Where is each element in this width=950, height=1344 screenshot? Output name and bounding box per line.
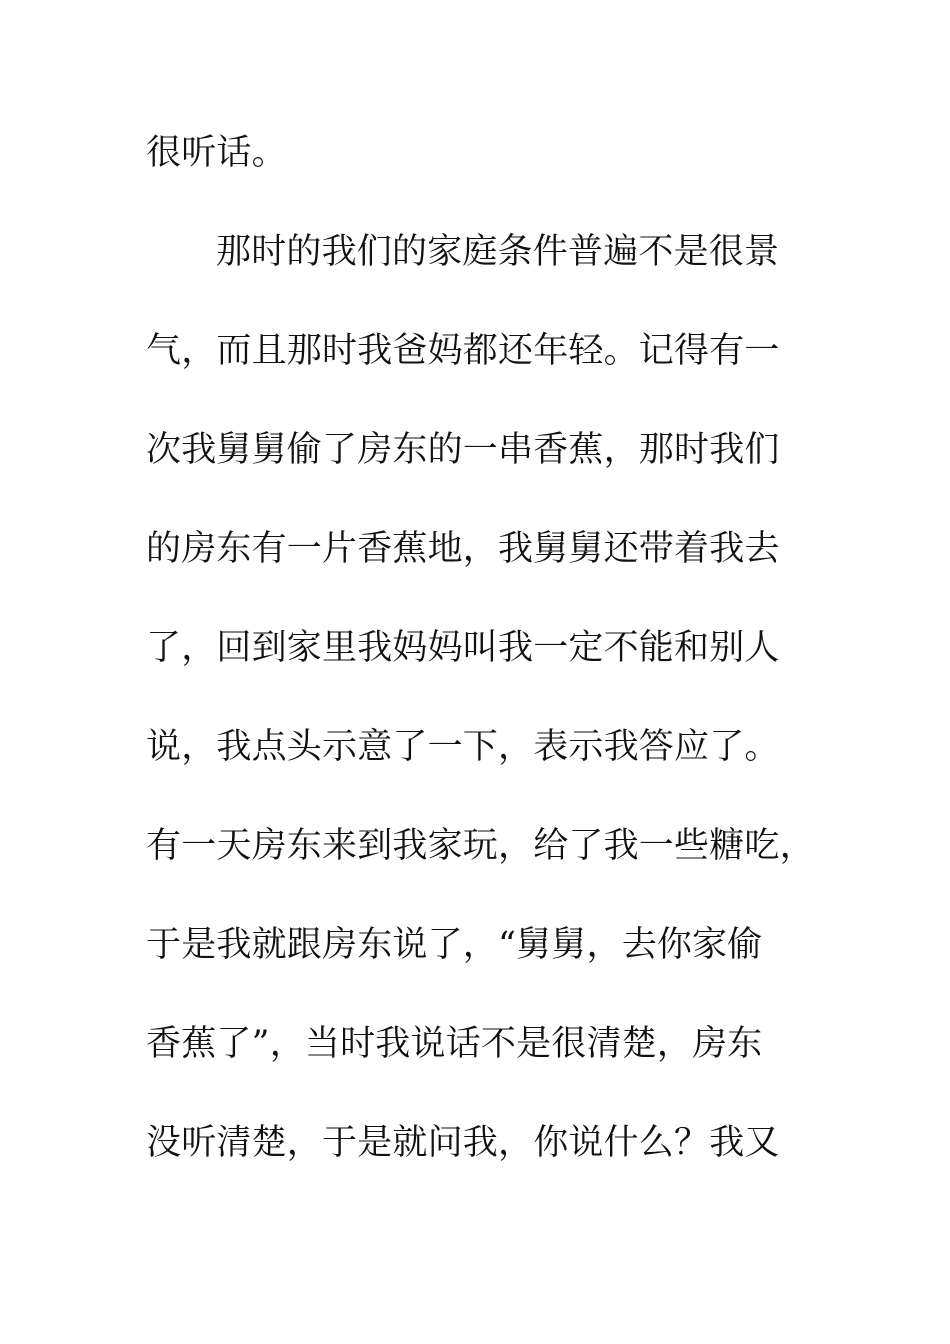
text-line-2: 那时的我们的家庭条件普遍不是很景 — [216, 232, 780, 272]
text-line-7: 说，我点头示意了一下，表示我答应了。 — [146, 727, 780, 767]
text-line-11: 没听清楚，于是就问我，你说什么？我又 — [146, 1123, 780, 1163]
text-line-5: 的房东有一片香蕉地，我舅舅还带着我去 — [146, 529, 780, 569]
text-line-10: 香蕉了”，当时我说话不是很清楚，房东 — [146, 1024, 763, 1064]
text-line-4: 次我舅舅偷了房东的一串香蕉，那时我们 — [146, 430, 780, 470]
text-line-9: 于是我就跟房东说了，“舅舅，去你家偷 — [146, 925, 763, 965]
text-line-3: 气，而且那时我爸妈都还年轻。记得有一 — [146, 331, 780, 371]
text-line-8: 有一天房东来到我家玩，给了我一些糖吃， — [146, 826, 815, 866]
body-text — [146, 118, 815, 1207]
text-line-1: 很听话。 — [146, 133, 287, 173]
text-line-6: 了，回到家里我妈妈叫我一定不能和别人 — [146, 628, 780, 668]
